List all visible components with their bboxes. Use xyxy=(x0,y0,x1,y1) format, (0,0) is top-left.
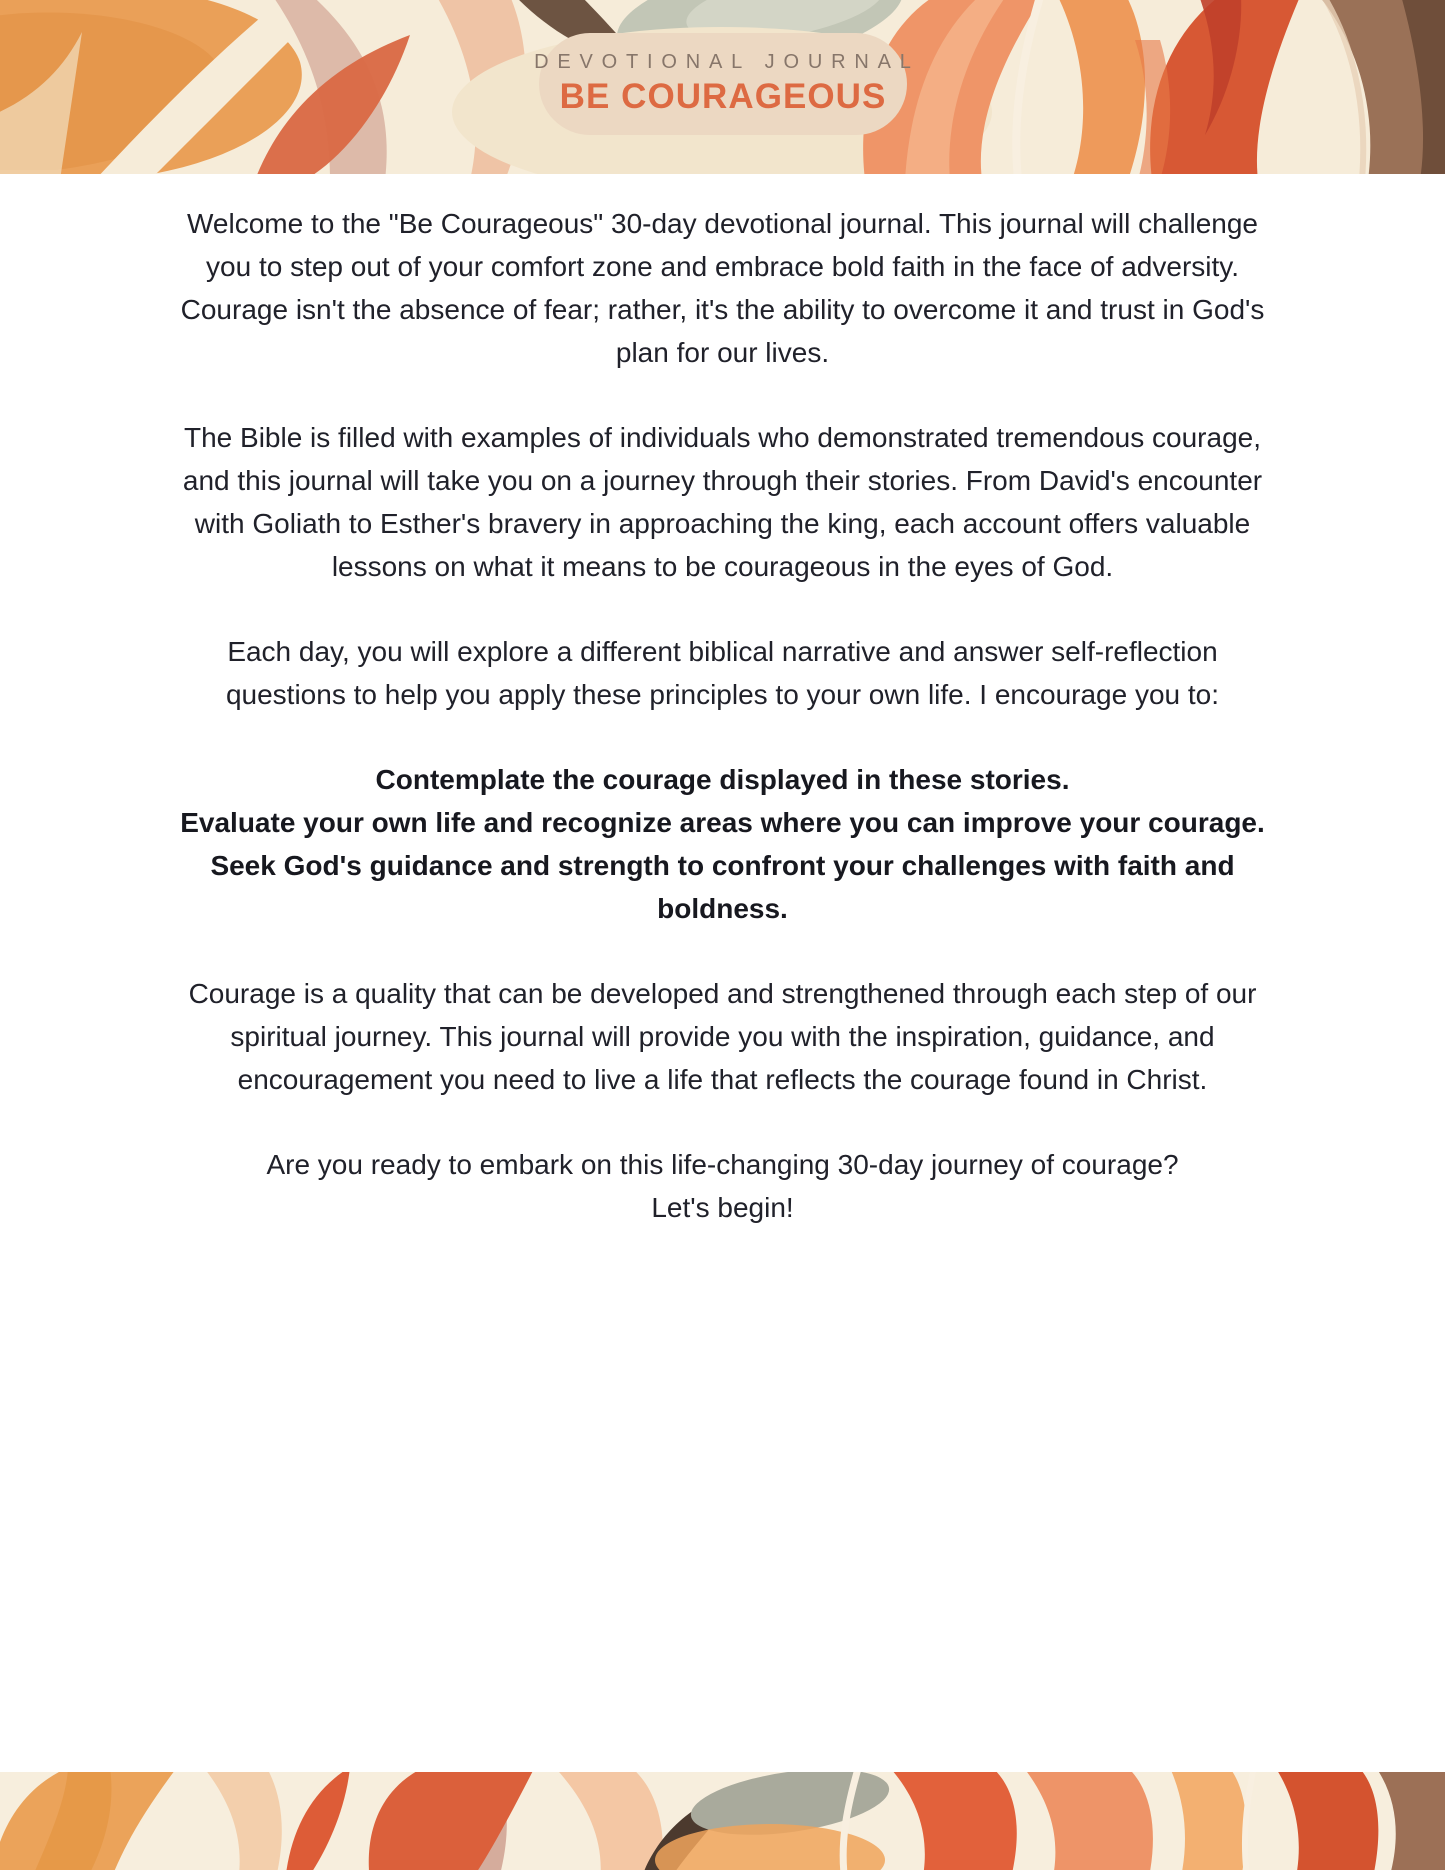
paragraph-courage-quality: Courage is a quality that can be developed and strengthened through each step of our spiritual journey. This journal will provide you with the inspiration, guidance, and encouragement you need to live a life that reflects the courage found in Christ. xyxy=(188,978,1257,1095)
bold-instruction-evaluate: Evaluate your own life and recognize areas where you can improve your courage. xyxy=(180,807,1265,838)
document-body xyxy=(168,174,1278,1229)
badge-kicker: DEVOTIONAL JOURNAL xyxy=(534,51,920,73)
bold-instruction-seek: Seek God's guidance and strength to confront your challenges with faith and boldness. xyxy=(210,850,1235,924)
bold-instructions xyxy=(168,758,1278,930)
header-watercolor-band xyxy=(0,0,1445,174)
paragraph-bible-examples: The Bible is filled with examples of individuals who demonstrated tremendous courage, and this journal will take you on a journey through their stories. From David's encounter with Goliath to Esther's bravery in approaching the king, each account offers valuable lessons on what it means to be courageous in the eyes of God. xyxy=(182,422,1263,582)
footer-watercolor-band xyxy=(0,1772,1445,1870)
footer-watercolor-art xyxy=(0,1772,1445,1870)
closing-lets-begin: Let's begin! xyxy=(651,1192,794,1223)
paragraph-welcome: Welcome to the "Be Courageous" 30-day devotional journal. This journal will challenge you to step out of your comfort zone and embrace bold faith in the face of adversity. Courage isn't the absence of fear; rather, it's the ability to overcome it and trust in God's plan for our lives. xyxy=(180,208,1265,368)
badge-title: BE COURAGEOUS xyxy=(559,77,887,116)
paragraph-each-day: Each day, you will explore a different biblical narrative and answer self-reflection questions to help you apply these principles to your own life. I encourage you to: xyxy=(225,636,1220,710)
closing-question: Are you ready to embark on this life-changing 30-day journey of courage? xyxy=(266,1149,1179,1180)
bold-instruction-contemplate: Contemplate the courage displayed in these stories. xyxy=(375,764,1070,795)
paragraph-closing xyxy=(168,1143,1278,1229)
title-badge xyxy=(534,33,920,135)
